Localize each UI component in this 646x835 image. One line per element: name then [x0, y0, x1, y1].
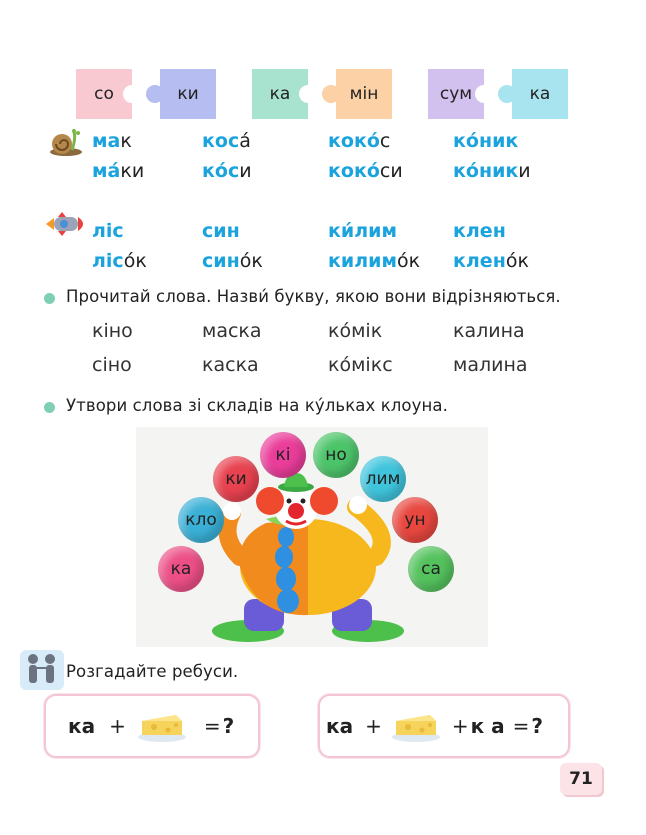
word	[328, 250, 420, 272]
puzzle-piece-label: ка	[529, 84, 551, 104]
rebus-syllable: ка	[68, 714, 96, 738]
word-highlight: килим	[328, 250, 397, 272]
balloon-label: ун	[404, 510, 426, 530]
balloon	[158, 546, 204, 592]
word-rest: о́к	[505, 250, 529, 272]
task-bullet	[44, 293, 55, 304]
word-highlight: коко́	[328, 160, 380, 182]
puzzle-piece	[336, 69, 392, 119]
word-highlight: ко́ник	[453, 160, 519, 182]
word-rest: с	[379, 130, 391, 152]
puzzle-tab	[498, 85, 516, 103]
word	[453, 250, 529, 272]
word	[328, 160, 403, 182]
word-highlight: ма	[92, 130, 121, 152]
rebus-box	[44, 694, 260, 758]
equals-sign: =	[203, 714, 221, 738]
word-highlight: син	[202, 250, 240, 272]
list-item: маска	[202, 320, 262, 342]
word-rest: ки	[120, 160, 145, 182]
task-1-instruction: Прочитай слова. Назви́ букву, якою вони відрізняються.	[66, 287, 561, 306]
task-3-instruction: Розгадайте ребуси.	[66, 662, 239, 681]
word-rest: к	[120, 130, 132, 152]
word	[453, 130, 518, 152]
puzzle-piece-label: сум	[439, 84, 473, 104]
cheese-icon	[390, 709, 442, 743]
list-item: ко́мік	[328, 320, 383, 342]
word-highlight: кос	[202, 130, 240, 152]
balloon	[178, 497, 224, 543]
plus-sign: +	[451, 714, 469, 738]
word-highlight: ма́	[92, 160, 121, 182]
word-rest: о́к	[123, 250, 147, 272]
word-highlight: ки́лим	[328, 220, 397, 242]
word-highlight: ко́с	[202, 160, 240, 182]
question-mark: ?	[531, 714, 544, 738]
word	[453, 160, 531, 182]
list-item: ко́мікс	[328, 354, 393, 376]
list-item: калина	[453, 320, 525, 342]
balloon-label: ка	[170, 559, 192, 579]
plus-sign: +	[365, 714, 382, 738]
page-number: 71	[560, 763, 602, 795]
word-rest: о́к	[396, 250, 421, 272]
balloon	[360, 456, 406, 502]
word	[92, 220, 124, 242]
puzzle-notch	[299, 85, 317, 103]
list-item: сіно	[92, 354, 132, 376]
word-highlight: коко́	[328, 130, 380, 152]
balloon	[260, 432, 306, 478]
balloon	[392, 497, 438, 543]
puzzle-notch	[123, 85, 141, 103]
rebus-syllable: к а	[470, 714, 505, 738]
puzzle-piece	[428, 69, 484, 119]
word-rest: о́к	[239, 250, 263, 272]
balloon	[408, 546, 454, 592]
puzzle-notch	[475, 85, 493, 103]
plus-sign: +	[109, 714, 126, 738]
word	[202, 160, 252, 182]
word-highlight: син	[202, 220, 240, 242]
rebus-box	[318, 694, 570, 758]
equals-sign: =	[512, 714, 530, 738]
puzzle-piece-label: со	[94, 84, 114, 104]
word-rest: и	[518, 160, 531, 182]
balloon-label: кло	[185, 510, 217, 530]
balloon	[213, 456, 259, 502]
word-rest: а́	[239, 130, 251, 152]
word-highlight: ко́ник	[453, 130, 519, 152]
list-item: кіно	[92, 320, 133, 342]
balloon-label: но	[325, 445, 347, 465]
word	[92, 130, 132, 152]
word-highlight: клен	[453, 220, 506, 242]
word	[202, 130, 251, 152]
word-rest: и	[239, 160, 252, 182]
task-bullet	[44, 402, 55, 413]
word	[92, 250, 147, 272]
cheese-icon	[136, 709, 188, 743]
word	[328, 130, 390, 152]
word-highlight: ліс	[92, 250, 124, 272]
puzzle-piece-label: ки	[177, 84, 199, 104]
puzzle-tab	[146, 85, 164, 103]
pair-work-icon	[20, 650, 64, 690]
word	[92, 160, 144, 182]
puzzle-piece	[252, 69, 308, 119]
balloon	[313, 432, 359, 478]
balloon-label: кі	[275, 445, 291, 465]
snail-icon	[48, 126, 84, 158]
rebus-syllable: ка	[326, 714, 354, 738]
rocket-icon	[44, 210, 90, 238]
balloon-label: са	[421, 559, 441, 579]
word	[453, 220, 506, 242]
puzzle-piece	[512, 69, 568, 119]
word-highlight: ліс	[92, 220, 124, 242]
word-rest: си	[379, 160, 403, 182]
word	[328, 220, 397, 242]
question-mark: ?	[222, 714, 235, 738]
puzzle-piece-label: ка	[269, 84, 291, 104]
word	[202, 220, 240, 242]
list-item: малина	[453, 354, 528, 376]
puzzle-piece-label: мін	[349, 84, 379, 104]
puzzle-piece	[76, 69, 132, 119]
word-highlight: клен	[453, 250, 506, 272]
balloon-label: лим	[365, 469, 401, 489]
balloon-label: ки	[225, 469, 247, 489]
word	[202, 250, 263, 272]
task-2-instruction: Утвори слова зі складів на ку́льках клоуна.	[66, 396, 448, 415]
list-item: каска	[202, 354, 259, 376]
puzzle-tab	[322, 85, 340, 103]
puzzle-piece	[160, 69, 216, 119]
